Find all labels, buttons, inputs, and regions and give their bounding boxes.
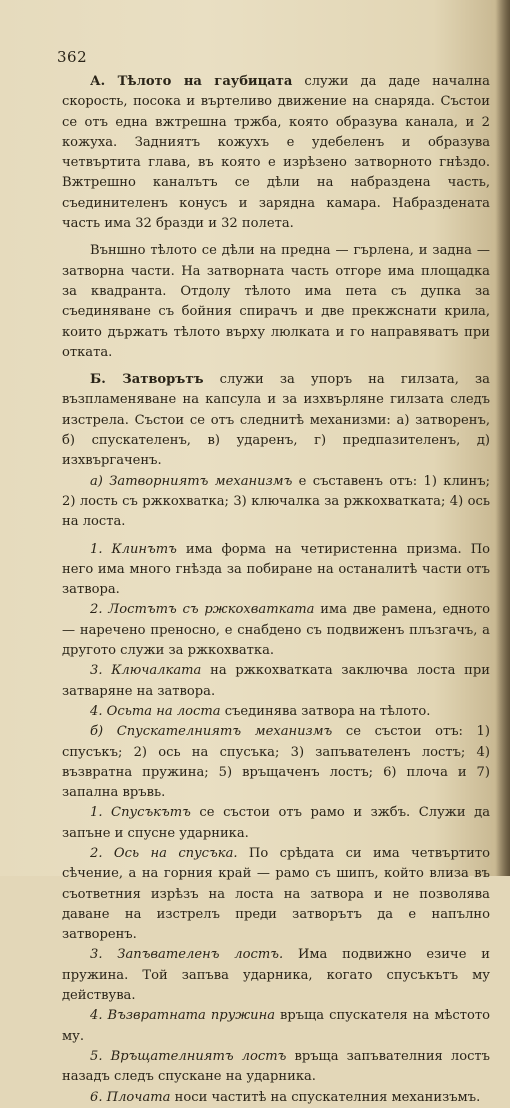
paragraph-return-lever — [62, 1047, 490, 1088]
item-heading: 1. Спусъкътъ — [90, 805, 191, 821]
paragraph-exterior — [62, 241, 490, 363]
item-heading: 2. Лостътъ съ ржкохватката — [90, 602, 315, 618]
item-heading: 3. Ключалката — [90, 663, 202, 679]
paragraph-text: се състои отъ рамо и зжбъ. Служи да запъне и спусне ударника. — [62, 805, 490, 841]
paragraph-text: Има подвижно езиче и пружина. Той запъва ударника, когато спусъкътъ му действува. — [62, 947, 490, 1004]
item-heading: 4. Възвратната пружина — [90, 1008, 276, 1024]
page-spine-shadow — [496, 0, 510, 876]
paragraph-text: носи частитѣ на спускателния механизъмъ. — [170, 1089, 481, 1105]
paragraph-text: се състои отъ: 1) спусъкъ; 2) ось на спусъка; 3) запъвателенъ лостъ; 4) възвратна пружина; 5) връщаченъ лостъ; 6) плоча и 7) запална връвь. — [62, 724, 490, 801]
paragraph-return-spring — [62, 1006, 490, 1047]
paragraph-text: на ржкохватката заключва лоста при затваряне на затвора. — [62, 663, 490, 699]
paragraph-text: има форма на четиристенна призма. По него има много гнѣзда за побиране на останалитѣ части отъ затвора. — [62, 541, 490, 598]
paragraph-plate — [62, 1088, 490, 1108]
section-heading-a: А. Тѣлото на гаубицата — [90, 74, 293, 89]
section-heading-b: Б. Затворътъ — [90, 372, 204, 388]
paragraph-cocking-lever — [62, 945, 490, 1006]
item-heading: 6. Плочата — [90, 1089, 171, 1105]
paragraph-axis — [62, 702, 490, 722]
subsection-heading: б) Спускателниятъ механизмъ — [90, 724, 333, 740]
paragraph-text: служи за упоръ на гилзата, за възпламеняване на капсула и за изхвърляне гилзата следъ изстрела. Състои се отъ следнитѣ механизми: а) затворенъ, б) спускателенъ, в) ударенъ, г) предпазителенъ, д) изхвъргаченъ. — [62, 372, 490, 469]
paragraph-text: съединява затвора на тѣлото. — [220, 703, 431, 719]
paragraph-text: служи да даде начална скорость, посока и въртеливо движение на снаряда. Състои се отъ една вжтрешна тржба, която образува канала, и 2 кожуха. Задниятъ кожухъ е удебеленъ и образува четвъртита глава, въ която е изрѣзено затворното гнѣздо. Вжтрешно каналътъ се дѣли на набраздена часть, съединителенъ конусъ и зарядна камара. Набраздената часть има 32 бразди и 32 полета. — [62, 74, 490, 232]
paragraph-text: има две рамена, едното — наречено преносно, е снабдено съ подвиженъ плъзгачъ, а другото служи за ржкохватка. — [62, 602, 490, 659]
paragraph-text: връща спускателя на мѣстото му. — [62, 1008, 490, 1044]
paragraph-trigger-mechanism — [62, 722, 490, 803]
paragraph-trigger — [62, 803, 490, 844]
paragraph-latch — [62, 661, 490, 702]
paragraph-lever — [62, 600, 490, 661]
paragraph-wedge — [62, 540, 490, 601]
page-number: 362 — [57, 48, 88, 66]
paragraph-text: Външно тѣлото се дѣли на предна — гърлена, и задна — затворна части. На затворната часть отгоре има площадка за квадранта. Отдолу тѣлото има пета съ дупка за съединяване съ бойния спирачъ и две прекжснати крила, които държатъ тѣлото върху люлката и го направяватъ при откатa. — [62, 243, 490, 360]
item-heading: 4. Осьта на лоста — [90, 703, 221, 719]
item-heading: 2. Ось на спусъка. — [90, 845, 238, 861]
item-heading: 1. Клинътъ — [90, 541, 177, 557]
paragraph-text: е съставенъ отъ: 1) клинъ; 2) лость съ ржкохватка; 3) ключалка за ржкохватката; 4) ось на лоста. — [62, 473, 490, 530]
item-heading: 3. Запъвателенъ лостъ. — [90, 947, 284, 963]
paragraph-trigger-axis — [62, 844, 490, 945]
subsection-heading: а) Затворниятъ механизмъ — [90, 473, 293, 489]
paragraph-closing-mechanism — [62, 472, 490, 533]
paragraph-breech — [62, 370, 490, 471]
paragraph-text: връща запъвателния лостъ назадъ следъ спускане на ударника. — [62, 1048, 490, 1085]
paragraph-text: По срѣдата си има четвъртито сѣчение, а на горния край — рамо съ шипъ, който влиза въ съответния изрѣзъ на лоста на затвора и не позволява даване на изстрелъ преди затворътъ да е напълно затворенъ. — [62, 845, 490, 943]
body-text — [62, 72, 490, 1108]
item-heading: 5. Връщателниятъ лостъ — [90, 1048, 287, 1064]
paragraph-barrel — [62, 72, 490, 234]
